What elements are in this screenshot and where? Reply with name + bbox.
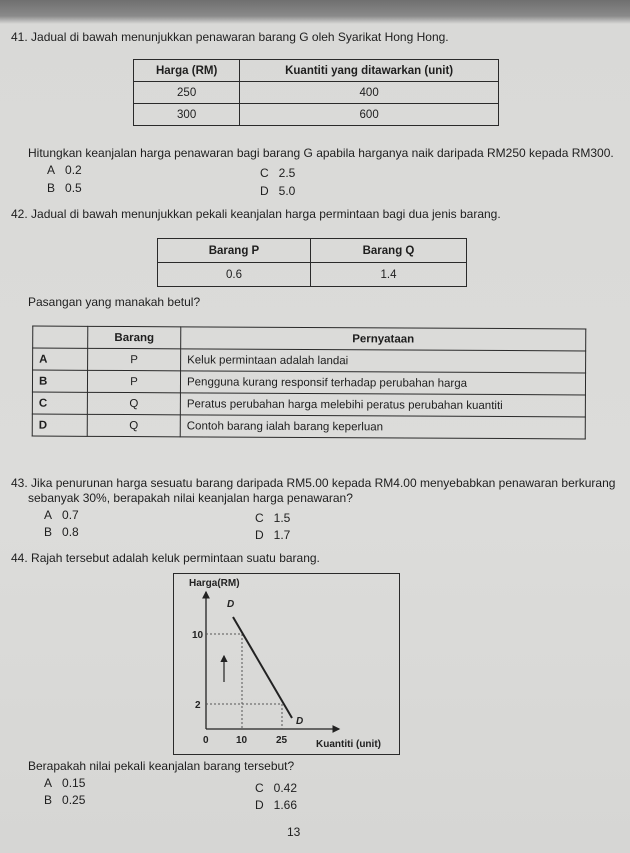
- q43-stem-line2: sebanyak 30%, berapakah nilai keanjalan harga penawaran?: [28, 491, 353, 505]
- origin-label: 0: [203, 735, 209, 746]
- cell: D: [32, 414, 87, 436]
- demand-curve-figure: [173, 573, 400, 755]
- option-value: 0.7: [62, 508, 79, 522]
- table-row: [158, 263, 467, 287]
- cell: 300: [134, 104, 240, 126]
- curve-label-bottom: D: [296, 716, 304, 727]
- curve-label-top: D: [227, 599, 235, 610]
- y-tick-10: 10: [192, 630, 204, 641]
- option-d[interactable]: D 1.66: [255, 798, 298, 812]
- table-row[interactable]: [33, 348, 586, 373]
- option-value: 0.5: [65, 181, 82, 195]
- q42-answer-table: [32, 326, 587, 440]
- option-a[interactable]: A 0.15: [44, 776, 86, 790]
- option-a[interactable]: A 0.2: [47, 163, 82, 177]
- y-axis-label: Harga(RM): [189, 578, 240, 589]
- cell: B: [32, 370, 87, 392]
- demand-curve-svg: [174, 574, 399, 754]
- option-c[interactable]: C 2.5: [260, 166, 296, 180]
- y-tick-2: 2: [195, 700, 201, 711]
- q42-question: Pasangan yang manakah betul?: [28, 295, 201, 309]
- cell: P: [88, 348, 181, 370]
- table-row: [134, 82, 499, 104]
- question-number: 41.: [11, 30, 28, 44]
- option-value: 0.2: [65, 163, 82, 177]
- cell: P: [87, 370, 180, 392]
- header-quantity: Kuantiti yang ditawarkan (unit): [240, 60, 499, 82]
- x-axis-label: Kuantiti (unit): [316, 739, 381, 750]
- cell: 250: [134, 82, 240, 104]
- cell: A: [33, 348, 88, 370]
- q41-question: Hitungkan keanjalan harga penawaran bagi barang G apabila harganya naik daripada RM250 kepada RM300.: [28, 146, 614, 160]
- option-value: 1.66: [273, 798, 298, 812]
- q43-stem-line1: [11, 476, 615, 490]
- cell: Q: [87, 392, 180, 414]
- cell: 0.6: [158, 263, 311, 287]
- table-row[interactable]: [32, 392, 585, 417]
- q42-elasticity-table: [157, 238, 467, 287]
- option-a[interactable]: A 0.7: [44, 508, 79, 522]
- option-b[interactable]: B 0.25: [44, 793, 86, 807]
- option-d[interactable]: D 1.7: [255, 528, 291, 542]
- option-b[interactable]: B 0.8: [44, 525, 79, 539]
- option-value: 0.8: [62, 525, 79, 539]
- q41-supply-table: [133, 59, 499, 126]
- x-tick-10: 10: [236, 735, 248, 746]
- option-value: 1.7: [273, 528, 291, 542]
- q44-question: Berapakah nilai pekali keanjalan barang tersebut?: [28, 759, 295, 773]
- cell: 1.4: [310, 263, 466, 287]
- table-row[interactable]: [32, 370, 585, 395]
- question-text: Jadual di bawah menunjukkan penawaran barang G oleh Syarikat Hong Hong.: [31, 30, 449, 44]
- cell: 600: [240, 104, 499, 126]
- option-c[interactable]: C 1.5: [255, 511, 291, 525]
- question-number: 42.: [11, 207, 28, 221]
- question-number: 43.: [11, 476, 28, 490]
- option-value: 0.42: [273, 781, 298, 795]
- q44-stem: [11, 551, 320, 565]
- option-value: 1.5: [273, 511, 291, 525]
- q42-stem: [11, 207, 501, 221]
- cell: Q: [87, 414, 180, 436]
- cell: Keluk permintaan adalah landai: [181, 349, 586, 373]
- option-value: 2.5: [278, 166, 296, 180]
- option-d[interactable]: D 5.0: [260, 184, 296, 198]
- cell: Contoh barang ialah barang keperluan: [180, 415, 585, 439]
- cell: Pengguna kurang responsif terhadap perubahan harga: [180, 371, 585, 395]
- option-value: 0.15: [62, 776, 86, 790]
- question-text: Jika penurunan harga sesuatu barang daripada RM5.00 kepada RM4.00 menyebabkan penawaran berkurang: [31, 476, 616, 490]
- header-barang-q: Barang Q: [310, 239, 466, 263]
- header-barang-p: Barang P: [158, 239, 311, 263]
- q41-stem: [11, 30, 449, 44]
- table-row: [134, 104, 499, 126]
- option-b[interactable]: B 0.5: [47, 181, 82, 195]
- cell: 400: [240, 82, 499, 104]
- header-option: [33, 326, 88, 348]
- table-row[interactable]: [32, 414, 585, 439]
- option-value: 5.0: [278, 184, 296, 198]
- cell: C: [32, 392, 87, 414]
- cell: Peratus perubahan harga melebihi peratus perubahan kuantiti: [180, 393, 585, 417]
- question-text: Rajah tersebut adalah keluk permintaan suatu barang.: [31, 551, 320, 565]
- page-number: 13: [287, 825, 301, 839]
- header-pernyataan: Pernyataan: [181, 327, 586, 351]
- header-price: Harga (RM): [134, 60, 240, 82]
- x-tick-25: 25: [276, 735, 288, 746]
- option-value: 0.25: [62, 793, 86, 807]
- question-number: 44.: [11, 551, 28, 565]
- option-c[interactable]: C 0.42: [255, 781, 298, 795]
- header-barang: Barang: [88, 326, 181, 348]
- question-text: Jadual di bawah menunjukkan pekali keanjalan harga permintaan bagi dua jenis barang.: [31, 207, 501, 221]
